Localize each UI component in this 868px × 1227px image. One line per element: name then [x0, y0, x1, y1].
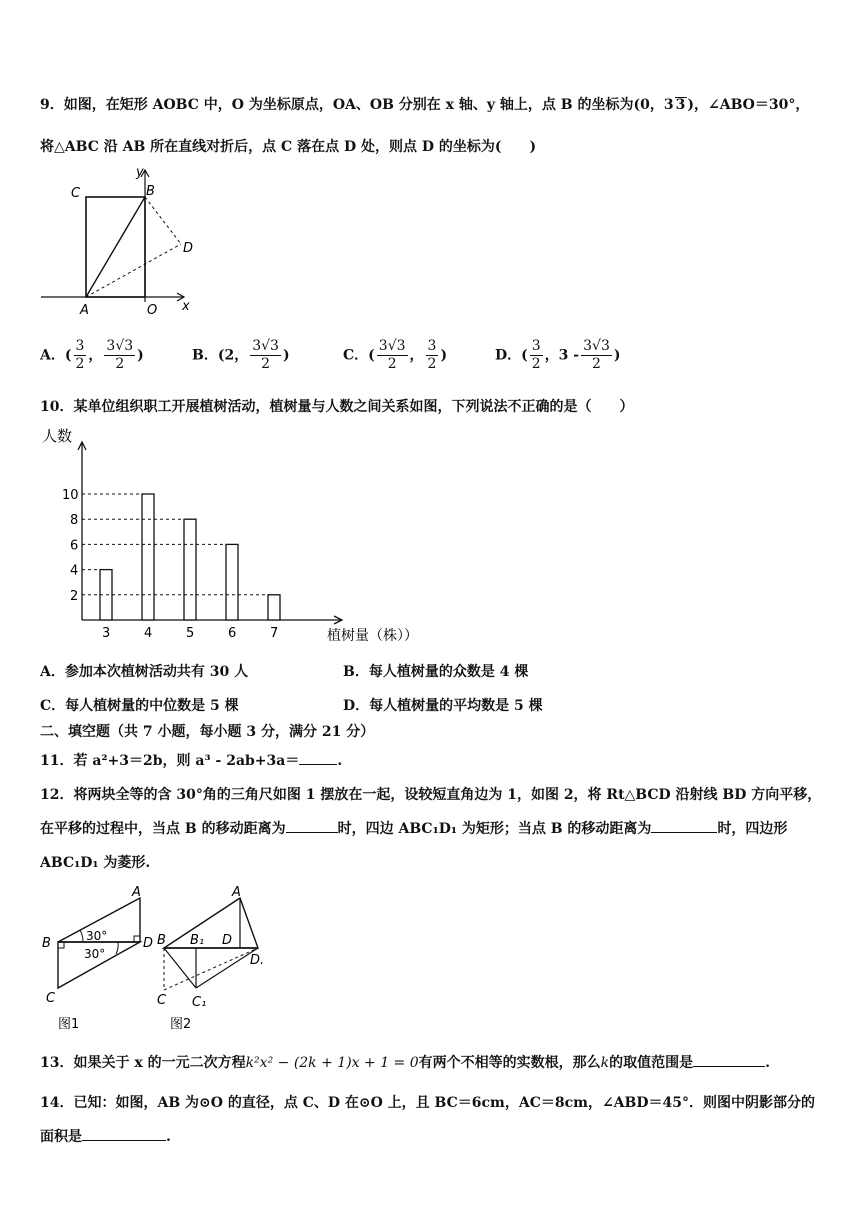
chart-xlabel: 植树量（株））	[327, 628, 418, 644]
fig2-label-a: A	[232, 885, 241, 900]
q14-line2: 面积是 .	[40, 1129, 171, 1145]
chart-xtick-label: 4	[144, 626, 153, 641]
q9-line2: 将△ABC 沿 AB 所在直线对折后，点 C 落在点 D 处，则点 D 的坐标为( )	[40, 139, 537, 155]
q12-blank-2[interactable]	[651, 820, 717, 833]
chart-ytick-label: 8	[70, 513, 79, 529]
chart-xtick-label: 6	[228, 626, 237, 641]
chart-xtick-label: 7	[270, 626, 279, 641]
chart-ytick-label: 10	[62, 488, 79, 503]
fig2-label-b: B	[157, 933, 166, 948]
fig2-label-b1: B₁	[190, 933, 205, 948]
fig2-caption: 图2	[170, 1017, 192, 1032]
chart-bar	[268, 595, 280, 620]
point-c-label: C	[71, 186, 81, 201]
q12-figure-1	[36, 880, 166, 1035]
q10-option-c[interactable]: C．每人植树量的中位数是 5 棵	[40, 698, 239, 714]
point-b-label: B	[146, 184, 155, 199]
fig1-caption: 图1	[58, 1017, 80, 1032]
q9-option-c[interactable]: C．( $\frac{3√3}{2}$ ， $\frac{3}{2}$ )	[343, 338, 448, 372]
q12-line2: 在平移的过程中，当点 B 的移动距离为 时，四边 ABC₁D₁ 为矩形；当点 B 的移动距离为 时，四边形	[40, 821, 788, 837]
q10-option-a[interactable]: A．参加本次植树活动共有 30 人	[40, 664, 249, 680]
chart-ytick-label: 6	[70, 538, 79, 554]
fig1-label-d: D	[143, 936, 154, 951]
point-d-label: D	[183, 241, 194, 256]
q10-option-d[interactable]: D．每人植树量的平均数是 5 棵	[343, 698, 543, 714]
fig2-label-c: C	[157, 993, 167, 1008]
q12-figure-2	[152, 880, 282, 1035]
fig1-angle-bottom: 30°	[84, 947, 106, 961]
q10-bar-chart	[30, 420, 450, 650]
sqrt-symbol: 3	[675, 97, 686, 113]
chart-ytick-label: 2	[70, 588, 79, 604]
q9-line1: 9．如图，在矩形 AOBC 中，O 为坐标原点，OA、OB 分别在 x 轴、y 轴上，点 B 的坐标为(0，3 3 )，∠ABO＝30°，	[40, 97, 810, 113]
q14-line1: 14．已知：如图，AB 为⊙O 的直径，点 C、D 在⊙O 上，且 BC＝6cm，AC＝8cm，∠ABD＝45°．则图中阴影部分的	[40, 1095, 816, 1111]
fig1-label-c: C	[46, 991, 56, 1006]
q10-option-b[interactable]: B．每人植树量的众数是 4 棵	[343, 664, 529, 680]
q12-line1: 12．将两块全等的含 30°角的三角尺如图 1 摆放在一起，设较短直角边为 1，如图 2，将 Rt△BCD 沿射线 BD 方向平移，	[40, 787, 822, 803]
q11-answer-blank[interactable]	[299, 752, 337, 765]
chart-bar	[142, 494, 154, 620]
q13: 13．如果关于 x 的一元二次方程k²x² − (2k + 1)x + 1 = 0有两个不相等的实数根，那么k的取值范围是 .	[40, 1055, 770, 1071]
q9-figure	[36, 160, 206, 320]
fig1-angle-top: 30°	[86, 929, 108, 943]
fig1-label-b: B	[42, 936, 51, 951]
q12-blank-1[interactable]	[286, 820, 338, 833]
q12-line3: ABC₁D₁ 为菱形.	[40, 855, 151, 871]
section-heading: 二、填空题（共 7 小题，每小题 3 分，满分 21 分）	[40, 724, 375, 740]
q13-answer-blank[interactable]	[693, 1054, 765, 1067]
q11: 11．若 a²+3＝2b，则 a³ - 2ab+3a＝ .	[40, 753, 343, 769]
chart-bar	[226, 544, 238, 620]
q13-equation: k²x² − (2k + 1)x + 1 = 0	[245, 1055, 419, 1071]
point-a-label: A	[80, 303, 89, 318]
chart-xtick-label: 5	[186, 626, 195, 641]
x-axis-label: x	[182, 299, 190, 314]
q9-option-a[interactable]: A．( $\frac{3}{2}$ ， $\frac{3√3}{2}$ )	[40, 338, 144, 372]
fig2-label-d: D	[222, 933, 233, 948]
q10-stem: 10．某单位组织职工开展植树活动，植树量与人数之间关系如图，下列说法不正确的是（ ）	[40, 399, 634, 415]
chart-ylabel: 人数	[42, 427, 73, 445]
fig2-label-c1: C₁	[192, 995, 207, 1010]
q9-option-d[interactable]: D．( $\frac{3}{2}$ ，3 - $\frac{3√3}{2}$ )	[495, 338, 621, 372]
y-axis-label: y	[136, 165, 144, 180]
fig2-label-d1: D.	[250, 953, 265, 968]
q14-answer-blank[interactable]	[82, 1128, 166, 1141]
point-o-label: O	[147, 303, 158, 318]
chart-bar	[184, 519, 196, 620]
q9-option-b[interactable]: B．(2， $\frac{3√3}{2}$ )	[192, 338, 290, 372]
chart-ytick-label: 4	[70, 563, 79, 579]
fig1-label-a: A	[132, 885, 141, 900]
chart-xtick-label: 3	[102, 626, 111, 641]
